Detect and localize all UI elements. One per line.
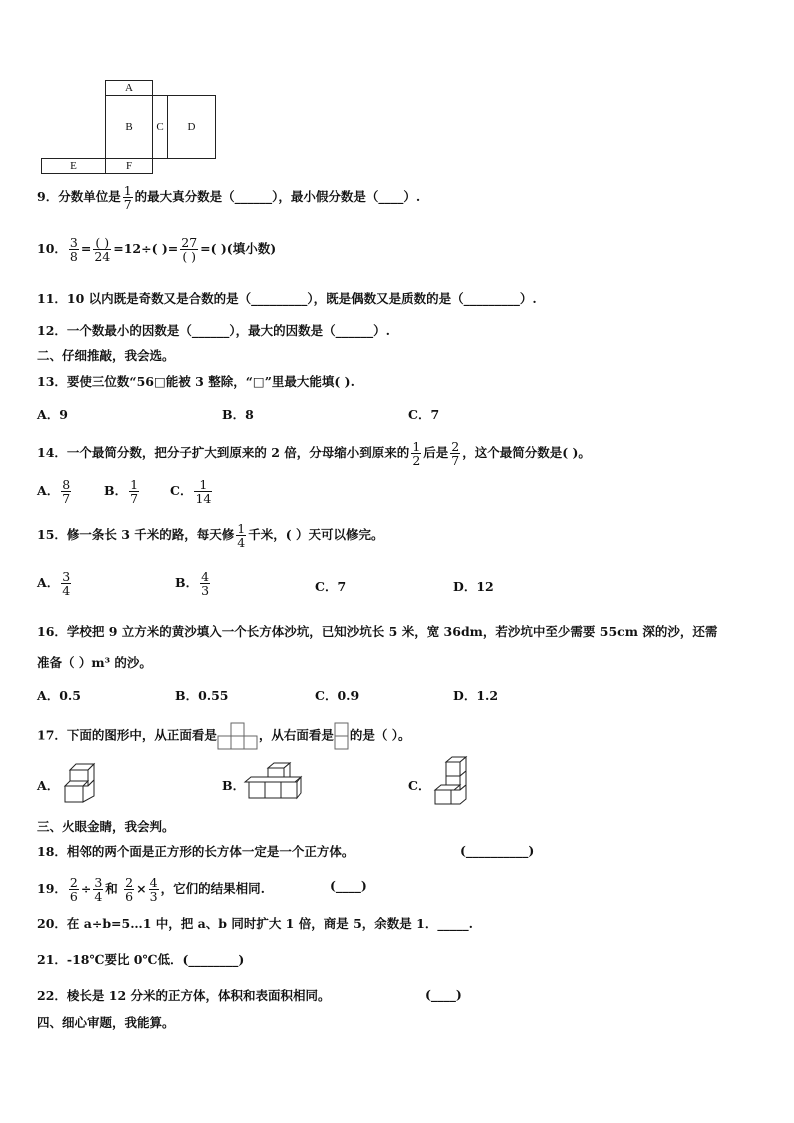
section-2-heading: 二、仔细推敲，我会选。 bbox=[37, 348, 175, 363]
option-c-cubes-figure bbox=[432, 756, 472, 808]
question-20: 20．在 a÷b=5…1 中，把 a、b 同时扩大 1 倍，商是 5，余数是 1．_____. bbox=[37, 916, 473, 931]
question-13: 13．要使三位数“56□能被 3 整除，“□”里最大能填( ). bbox=[37, 374, 355, 389]
q15-option-a[interactable]: A． $\frac{3}{4}$ bbox=[37, 569, 71, 598]
question-9: 9．分数单位是 $\frac{1}{7}$ 的最大真分数是（______），最小假分数是（____）. bbox=[37, 183, 421, 212]
fraction: $\frac{2}{7}$ bbox=[451, 439, 460, 468]
fraction: $\frac{1}{7}$ bbox=[123, 183, 132, 212]
fraction: $\frac{1}{2}$ bbox=[412, 439, 421, 468]
q13-option-c[interactable]: C．7 bbox=[408, 407, 440, 422]
question-10: 10． $\frac{3}{8}$ = $\frac{( )}{24}$ =12÷( )= $\frac{27}{( )}$ =( )(填小数) bbox=[37, 235, 277, 264]
q17-option-c[interactable]: C． bbox=[408, 778, 431, 793]
q13-option-b[interactable]: B．8 bbox=[222, 407, 254, 422]
q13-option-a[interactable]: A．9 bbox=[37, 407, 68, 422]
question-15: 15．修一条长 3 千米的路，每天修 $\frac{1}{4}$ 千米，( ）天可以修完。 bbox=[37, 521, 384, 550]
q15-option-d[interactable]: D．12 bbox=[453, 579, 494, 594]
q16-option-d[interactable]: D．1.2 bbox=[453, 688, 499, 703]
q15-option-b[interactable]: B． $\frac{4}{3}$ bbox=[175, 569, 210, 598]
fraction: $\frac{27}{( )}$ bbox=[181, 235, 198, 264]
section-4-heading: 四、细心审题，我能算。 bbox=[37, 1015, 175, 1030]
q14-option-c[interactable]: C． $\frac{1}{14}$ bbox=[170, 477, 212, 506]
question-22: 22．棱长是 12 分米的正方体，体积和表面积相同。 bbox=[37, 988, 331, 1003]
q17-option-a[interactable]: A． bbox=[37, 778, 60, 793]
section-3-heading: 三、火眼金睛，我会判。 bbox=[37, 819, 175, 834]
question-17: 17．下面的图形中，从正面看是 ，从右面看是 的是（ ）。 bbox=[37, 722, 411, 750]
question-11: 11．10 以内既是奇数又是合数的是（_________），既是偶数又是质数的是（_________）. bbox=[37, 291, 537, 306]
q22-answer-blank[interactable]: (____) bbox=[425, 987, 462, 1002]
front-view-icon bbox=[217, 722, 259, 750]
question-19: 19． $\frac{2}{6}$ ÷ $\frac{3}{4}$ 和 $\frac{2}{6}$ × $\frac{4}{3}$ ，它们的结果相同. bbox=[37, 875, 265, 904]
question-21: 21．-18℃要比 0℃低．(________) bbox=[37, 952, 245, 967]
net-face-b: B bbox=[105, 95, 153, 159]
q19-answer-blank[interactable]: (____) bbox=[330, 878, 367, 893]
right-view-icon bbox=[334, 722, 350, 750]
q16-option-c[interactable]: C．0.9 bbox=[315, 688, 360, 703]
q14-option-a[interactable]: A． $\frac{8}{7}$ bbox=[37, 477, 71, 506]
net-face-c: C bbox=[152, 95, 168, 159]
q15-option-c[interactable]: C．7 bbox=[315, 579, 347, 594]
net-face-d: D bbox=[167, 95, 216, 159]
fraction: $\frac{3}{8}$ bbox=[69, 235, 78, 264]
option-b-cubes-figure bbox=[248, 762, 304, 804]
option-a-cubes-figure bbox=[64, 760, 100, 808]
question-16-line-1: 16．学校把 9 立方米的黄沙填入一个长方体沙坑，已知沙坑长 5 米，宽 36dm，若沙坑中至少需要 55cm 深的沙，还需 bbox=[37, 624, 718, 639]
question-16-line-2: 准备（ ）m³ 的沙。 bbox=[37, 655, 152, 670]
net-face-e: E bbox=[41, 158, 106, 174]
question-14: 14．一个最简分数，把分子扩大到原来的 2 倍，分母缩小到原来的 $\frac{1}{2}$ 后是 $\frac{2}{7}$ ，这个最简分数是( )。 bbox=[37, 439, 591, 468]
q18-answer-blank[interactable]: (__________) bbox=[460, 843, 535, 858]
net-face-f: F bbox=[105, 158, 153, 174]
net-face-a: A bbox=[105, 80, 153, 96]
q16-option-a[interactable]: A．0.5 bbox=[37, 688, 81, 703]
q16-option-b[interactable]: B．0.55 bbox=[175, 688, 229, 703]
fraction: $\frac{1}{4}$ bbox=[237, 521, 246, 550]
question-12: 12．一个数最小的因数是（______），最大的因数是（______）. bbox=[37, 323, 390, 338]
q17-option-b[interactable]: B． bbox=[222, 778, 246, 793]
question-18: 18．相邻的两个面是正方形的长方体一定是一个正方体。 bbox=[37, 844, 355, 859]
q14-option-b[interactable]: B． $\frac{1}{7}$ bbox=[104, 477, 139, 506]
fraction: $\frac{( )}{24}$ bbox=[94, 235, 111, 264]
